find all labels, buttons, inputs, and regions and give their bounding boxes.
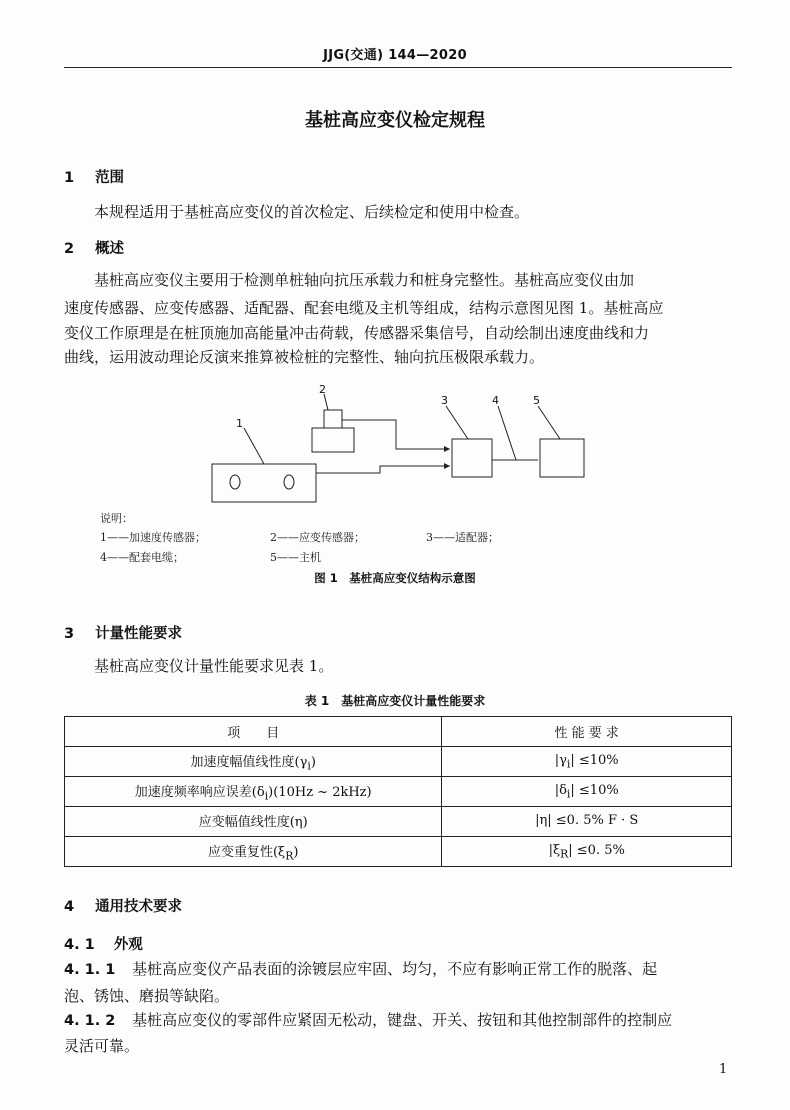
arrow-1 — [444, 463, 450, 469]
leader-2 — [324, 394, 328, 410]
table-header-requirement: 性 能 要 求 — [442, 717, 732, 747]
section-2-line-4: 曲线，运用波动理论反演来推算被检桩的完整性、轴向抗压极限承载力。 — [64, 348, 545, 366]
leader-5 — [538, 406, 560, 439]
table-header-item: 项 目 — [65, 717, 442, 747]
section-title: 概述 — [95, 241, 125, 257]
clause-4-1-2 — [64, 1006, 734, 1035]
clause-4-1-1 — [64, 955, 734, 984]
figure-label-2: 2 — [319, 383, 326, 396]
table-cell-requirement: $|\gamma_i| \le 10\%$ — [442, 747, 732, 777]
section-title: 范围 — [95, 170, 125, 186]
section-2-line-3: 变仪工作原理是在桩顶施加高能量冲击荷载，传感器采集信号，自动绘制出速度曲线和力 — [64, 324, 650, 342]
table-row — [65, 747, 732, 777]
section-title: 计量性能要求 — [95, 626, 183, 642]
section-2-line-2: 速度传感器、应变传感器、适配器、配套电缆及主机等组成，结构示意图见图 1。基桩高应 — [64, 299, 664, 317]
legend-item-2: 2——应变传感器； — [270, 531, 365, 544]
table-cell-item: 应变幅值线性度(η) — [65, 807, 442, 837]
leader-3 — [446, 406, 468, 439]
section-title: 外观 — [113, 937, 143, 953]
section-3-heading — [64, 622, 182, 643]
structure-diagram — [200, 380, 600, 510]
section-1-text: 本规程适用于基桩高应变仪的首次检定、后续检定和使用中检查。 — [94, 203, 530, 221]
arrow-2 — [444, 446, 450, 452]
table-caption: 表 1 基桩高应变仪计量性能要求 — [304, 694, 486, 708]
adapter-box — [452, 439, 492, 477]
figure-label-1: 1 — [236, 417, 243, 430]
table-cell-requirement: |η| ≤0. 5% F · S — [442, 807, 732, 837]
cable-accelerometer — [316, 466, 450, 473]
accelerometer-hole-right — [284, 475, 294, 489]
table-cell-item: 加速度幅值线性度$(\gamma_i)$ — [65, 747, 442, 777]
section-number: 2 — [64, 241, 75, 257]
strain-sensor-head — [324, 410, 342, 428]
clause-number: 4. 1. 2 — [64, 1013, 116, 1029]
legend-item-1: 1——加速度传感器； — [100, 531, 206, 544]
clause-number: 4. 1. 1 — [64, 962, 116, 978]
section-1-heading — [64, 166, 124, 187]
table-cell-item: 应变重复性$(\xi_R)$ — [65, 837, 442, 867]
figure-label-4: 4 — [492, 394, 499, 407]
section-title: 通用技术要求 — [95, 899, 183, 915]
figure-caption: 图 1 基桩高应变仪结构示意图 — [314, 571, 476, 585]
header-rule — [64, 67, 732, 68]
table-row — [65, 837, 732, 867]
section-2-heading — [64, 237, 124, 258]
legend-item-5: 5——主机 — [270, 551, 321, 564]
section-2-line-1: 基桩高应变仪主要用于检测单桩轴向抗压承载力和桩身完整性。基桩高应变仪由加 — [94, 271, 635, 289]
section-4-heading — [64, 895, 182, 916]
figure-label-5: 5 — [533, 394, 540, 407]
clause-4-1-1-line-2: 泡、锈蚀、磨损等缺陷。 — [64, 987, 230, 1005]
host-box — [540, 439, 584, 477]
section-3-text: 基桩高应变仪计量性能要求见表 1。 — [94, 657, 334, 675]
legend-title: 说明： — [100, 512, 133, 525]
page-title: 基桩高应变仪检定规程 — [305, 110, 485, 131]
clause-line-1: 基桩高应变仪的零部件应紧固无松动，键盘、开关、按钮和其他控制部件的控制应 — [132, 1011, 673, 1029]
accelerometer-hole-left — [230, 475, 240, 489]
running-header: JJG(交通) 144—2020 — [323, 48, 467, 63]
table-row — [65, 777, 732, 807]
figure-label-3: 3 — [441, 394, 448, 407]
table-cell-requirement: $|\delta_i| \le 10\%$ — [442, 777, 732, 807]
leader-4 — [498, 406, 516, 460]
section-number: 3 — [64, 626, 75, 642]
clause-line-1: 基桩高应变仪产品表面的涂镀层应牢固、均匀，不应有影响正常工作的脱落、起 — [132, 960, 658, 978]
table-cell-item: 加速度频率响应误差$(\delta_i)(10Hz$ ~ 2kHz) — [65, 777, 442, 807]
page-number: 1 — [719, 1062, 728, 1077]
leader-1 — [244, 428, 264, 464]
section-number: 1 — [64, 170, 75, 186]
clause-4-1-2-line-2: 灵活可靠。 — [64, 1037, 140, 1055]
table-row — [65, 807, 732, 837]
cable-strain — [342, 420, 450, 449]
accelerometer-box — [212, 464, 316, 502]
legend-item-4: 4——配套电缆； — [100, 551, 184, 564]
strain-sensor-base — [312, 428, 354, 452]
section-number: 4 — [64, 899, 75, 915]
table-cell-requirement: $|\xi_R| \le 0$. 5% — [442, 837, 732, 867]
requirements-table — [64, 716, 732, 867]
table-header-row — [65, 717, 732, 747]
section-4-1-heading — [64, 933, 143, 954]
legend-item-3: 3——适配器； — [426, 531, 499, 544]
section-number: 4. 1 — [64, 937, 95, 953]
